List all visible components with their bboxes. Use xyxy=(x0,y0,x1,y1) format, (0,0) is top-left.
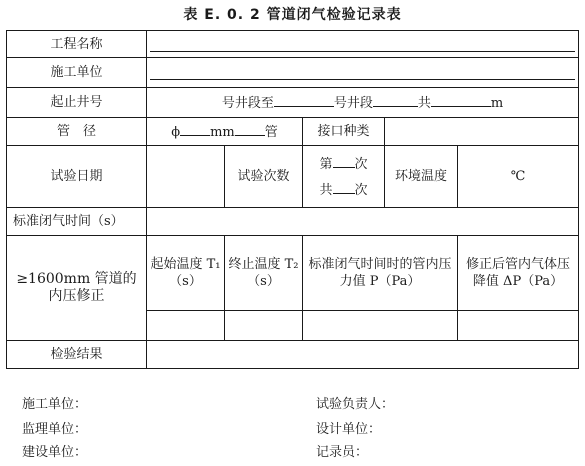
row-result xyxy=(7,341,579,369)
total-suffix: 次 xyxy=(354,182,368,198)
footer-owner-unit: 建设单位： xyxy=(22,445,88,460)
mm-unit: mm xyxy=(210,124,235,140)
footer-supervision-unit: 监理单位： xyxy=(22,422,88,437)
diameter-label: 管 径 xyxy=(7,118,147,146)
segment-field[interactable] xyxy=(147,88,579,118)
test-date-label: 试验日期 xyxy=(7,146,147,208)
end-temp-value[interactable] xyxy=(225,311,303,341)
footer-recorder: 记录员： xyxy=(316,445,369,460)
nth-blank[interactable] xyxy=(333,155,355,168)
row-correction-head xyxy=(7,236,579,311)
row-construction-unit xyxy=(7,58,579,88)
result-label: 检验结果 xyxy=(7,341,147,369)
footer-construction-unit: 施工单位： xyxy=(22,397,88,412)
corrected-drop-header: 修正后管内气体压降值 ΔP（Pa） xyxy=(458,236,579,311)
env-temp-field[interactable] xyxy=(458,146,579,208)
total-blank[interactable] xyxy=(333,181,355,194)
project-name-label: 工程名称 xyxy=(7,31,147,58)
segment-text-3: 共 xyxy=(417,95,431,111)
page-title: 表 E. 0. 2 管道闭气检验记录表 xyxy=(183,7,402,23)
diameter-field[interactable] xyxy=(147,118,303,146)
project-name-field[interactable] xyxy=(147,31,579,58)
footer-design-unit: 设计单位： xyxy=(316,422,382,437)
end-temp-header: 终止温度 T₂（s） xyxy=(225,236,303,311)
record-table xyxy=(6,30,579,369)
correction-label: ≥1600mm 管道的内压修正 xyxy=(7,236,147,341)
nth-suffix: 次 xyxy=(354,156,368,172)
corrected-drop-value[interactable] xyxy=(458,311,579,341)
construction-unit-label: 施工单位 xyxy=(7,58,147,88)
segment-blank-1[interactable] xyxy=(274,94,334,107)
footer-test-manager: 试验负责人： xyxy=(316,397,395,412)
test-count-field[interactable] xyxy=(303,146,385,208)
pressure-header: 标准闭气时间时的管内压力值 P（Pa） xyxy=(303,236,458,311)
segment-blank-2[interactable] xyxy=(373,94,418,107)
joint-type-label: 接口种类 xyxy=(303,118,385,146)
row-std-time xyxy=(7,208,579,236)
test-count-label: 试验次数 xyxy=(225,146,303,208)
test-date-field[interactable] xyxy=(147,146,225,208)
row-project-name xyxy=(7,31,579,58)
segment-label: 起止井号 xyxy=(7,88,147,118)
env-temp-label: 环境温度 xyxy=(385,146,458,208)
segment-text-1: 号井段至 xyxy=(221,95,274,111)
nth-prefix: 第 xyxy=(319,156,333,172)
construction-unit-field[interactable] xyxy=(147,58,579,88)
segment-blank-3[interactable] xyxy=(431,94,491,107)
segment-text-2: 号井段 xyxy=(333,95,373,111)
phi-symbol: ϕ xyxy=(171,124,181,140)
start-temp-value[interactable] xyxy=(147,311,225,341)
diameter-blank[interactable] xyxy=(180,123,210,136)
result-field[interactable] xyxy=(147,341,579,369)
joint-type-field[interactable] xyxy=(385,118,579,146)
total-prefix: 共 xyxy=(319,182,333,198)
celsius-unit: ℃ xyxy=(510,169,526,184)
pipe-text: 管 xyxy=(264,124,278,140)
pressure-value[interactable] xyxy=(303,311,458,341)
std-time-field[interactable] xyxy=(147,208,579,236)
pipe-blank[interactable] xyxy=(235,123,265,136)
row-diameter xyxy=(7,118,579,146)
start-temp-header: 起始温度 T₁（s） xyxy=(147,236,225,311)
row-segment xyxy=(7,88,579,118)
row-test-date xyxy=(7,146,579,208)
segment-text-4: m xyxy=(490,95,504,111)
std-time-label: 标准闭气时间（s） xyxy=(7,208,147,236)
